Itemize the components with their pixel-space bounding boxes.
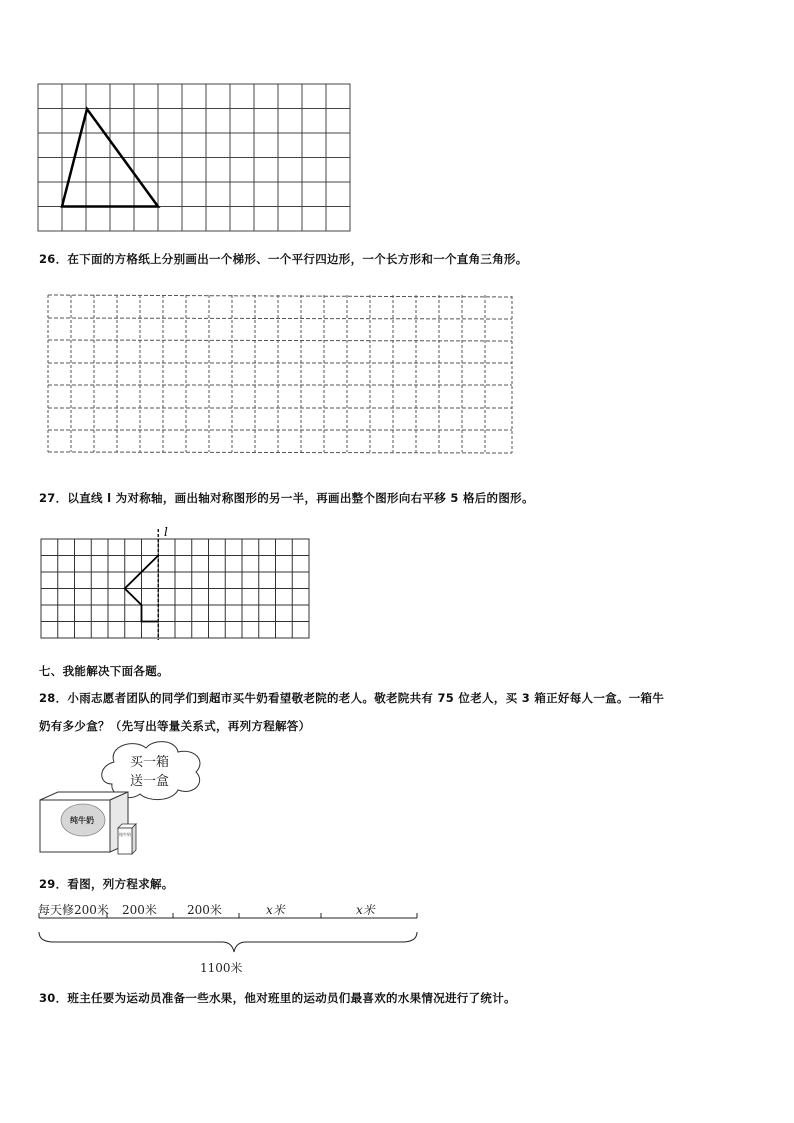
- blank-dashed-grid: [44, 292, 516, 468]
- question-26: 26．在下面的方格纸上分别画出一个梯形、一个平行四边形，一个长方形和一个直角三角形。: [39, 252, 528, 266]
- milk-case-label: 纯牛奶: [70, 816, 94, 825]
- question-28-line1: 28．小雨志愿者团队的同学们到超市买牛奶看望敬老院的老人。敬老院共有 75 位老人，买 3 箱正好每人一盒。一箱牛: [39, 691, 665, 705]
- segment-label-2: 200米: [122, 903, 157, 917]
- question-27: 27．以直线 l 为对称轴，画出轴对称图形的另一半，再画出整个图形向右平移 5 格后的图形。: [39, 491, 534, 505]
- segment-label-3: 200米: [187, 903, 222, 917]
- speech-bubble: [102, 742, 200, 800]
- question-30: 30．班主任要为运动员准备一些水果，他对班里的运动员们最喜欢的水果情况进行了统计。: [39, 991, 516, 1005]
- line-segment-diagram: [34, 898, 424, 980]
- segment-label-5: x米: [356, 903, 375, 917]
- bubble-line-1: 买一箱: [130, 755, 170, 770]
- question-28-line2: 奶有多少盒？（先写出等量关系式，再列方程解答）: [39, 719, 311, 733]
- total-length-label: 1100米: [200, 961, 243, 975]
- symmetry-grid: [38, 524, 314, 642]
- section-7-title: 七、我能解决下面各题。: [39, 664, 169, 678]
- milk-illustration: [36, 740, 236, 865]
- segment-label-1: 每天修200米: [38, 903, 109, 917]
- triangle-grid: [36, 82, 356, 234]
- milk-carton: [118, 824, 136, 854]
- total-brace: [39, 932, 417, 952]
- milk-carton-label: 纯牛奶: [119, 832, 131, 837]
- bubble-line-2: 送一盒: [130, 774, 170, 789]
- segment-label-4: x米: [266, 903, 285, 917]
- question-29: 29．看图，列方程求解。: [39, 877, 174, 891]
- milk-case: [40, 792, 128, 852]
- axis-label: l: [164, 525, 168, 539]
